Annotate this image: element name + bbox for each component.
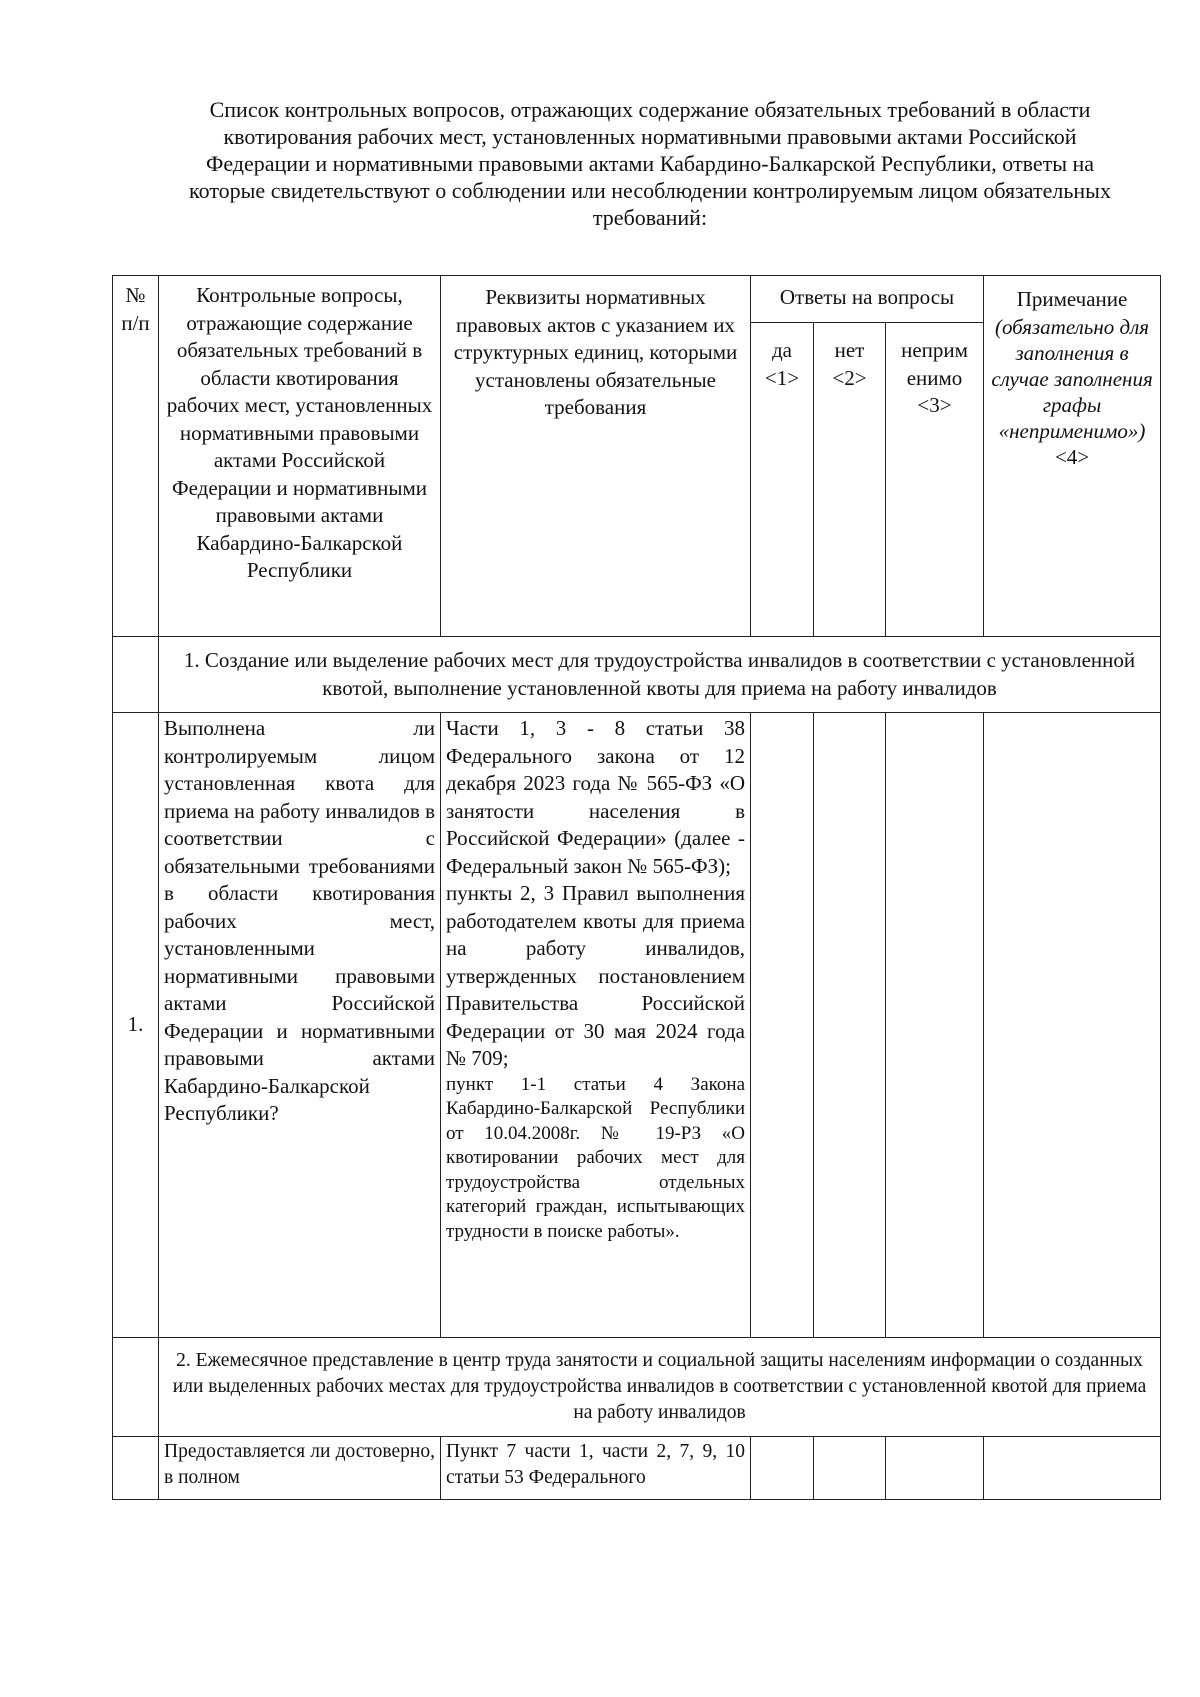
header-na: неприм енимо <3> — [886, 323, 984, 637]
row-1-ref-1: Части 1, 3 - 8 статьи 38 Федерального закона от 12 декабря 2023 года № 565-ФЗ «О занятости населения в Российской Федерации» (далее - Федеральный закон № 565-ФЗ); — [446, 716, 745, 878]
row-2-no — [814, 1437, 886, 1500]
row-2-num — [113, 1437, 159, 1500]
row-1 — [113, 713, 1161, 1338]
section-1-row — [113, 637, 1161, 713]
header-row — [113, 276, 1161, 323]
row-1-question: Выполнена ли контролируемым лицом установленная квота для приема на работу инвалидов в соответствии с обязательными требованиями в области квотирования рабочих мест, установленными нормативными правовыми актами Российской Федерации и нормативными правовыми актами Кабардино-Балкарской Республики? — [159, 713, 441, 1338]
section-2-title: 2. Ежемесячное представление в центр труда занятости и социальной защиты населениям информации о созданных или выделенных рабочих местах для трудоустройства инвалидов в соответствии с установленной квотой для приема на работу инвалидов — [159, 1338, 1161, 1437]
row-2-na — [886, 1437, 984, 1500]
row-1-note — [984, 713, 1161, 1338]
row-2-yes — [751, 1437, 814, 1500]
header-note-ref: <4> — [1054, 444, 1090, 469]
header-requisites: Реквизиты нормативных правовых актов с указанием их структурных единиц, которыми установлены обязательные требования — [441, 276, 751, 637]
row-2 — [113, 1437, 1161, 1500]
section-2-num-cell — [113, 1338, 159, 1437]
document-title: Список контрольных вопросов, отражающих содержание обязательных требований в области квотирования рабочих мест, установленных нормативными правовыми актами Российской Федерации и нормативными правовыми актами Кабардино-Балкарской Республики, ответы на которые свидетельствуют о соблюдении или несоблюдении контролируемым лицом обязательных требований: — [189, 97, 1111, 230]
row-1-requisites — [441, 713, 751, 1338]
row-1-no — [814, 713, 886, 1338]
header-question: Контрольные вопросы, отражающие содержание обязательных требований в области квотирования рабочих мест, установленных нормативными правовыми актами Российской Федерации и нормативными правовыми актами Кабардино-Балкарской Республики — [159, 276, 441, 637]
row-1-num: 1. — [113, 713, 159, 1338]
header-no: нет <2> — [814, 323, 886, 637]
header-note-title: Примечание — [1016, 287, 1128, 311]
section-1-title: 1. Создание или выделение рабочих мест для трудоустройства инвалидов в соответствии с установленной квотой, выполнение установленной квоты для приема на работу инвалидов — [159, 637, 1161, 713]
section-2-row — [113, 1338, 1161, 1437]
row-1-ref-3: пункт 1-1 статьи 4 Закона Кабардино-Балкарской Республики от 10.04.2008г. № 19-РЗ «О квотировании рабочих мест для трудоустройства отдельных категорий граждан, испытывающих трудности в поиске работы». — [446, 1073, 745, 1242]
header-answers: Ответы на вопросы — [751, 276, 984, 323]
row-1-ref-2: пункты 2, 3 Правил выполнения работодателем квоты для приема на работу инвалидов, утвержденных постановлением Правительства Российской Федерации от 30 мая 2024 года № 709; — [446, 881, 745, 1070]
checklist-table — [112, 275, 1161, 1500]
section-1-num-cell — [113, 637, 159, 713]
row-1-na — [886, 713, 984, 1338]
header-note — [984, 276, 1161, 637]
header-yes: да <1> — [751, 323, 814, 637]
row-2-requisites: Пункт 7 части 1, части 2, 7, 9, 10 статьи 53 Федерального — [441, 1437, 751, 1500]
row-2-note — [984, 1437, 1161, 1500]
header-note-italic: (обязательно для заполнения в случае заполнения графы «неприменимо») — [991, 314, 1153, 443]
row-1-yes — [751, 713, 814, 1338]
header-num: № п/п — [113, 276, 159, 637]
row-2-question: Предоставляется ли достоверно, в полном — [159, 1437, 441, 1500]
